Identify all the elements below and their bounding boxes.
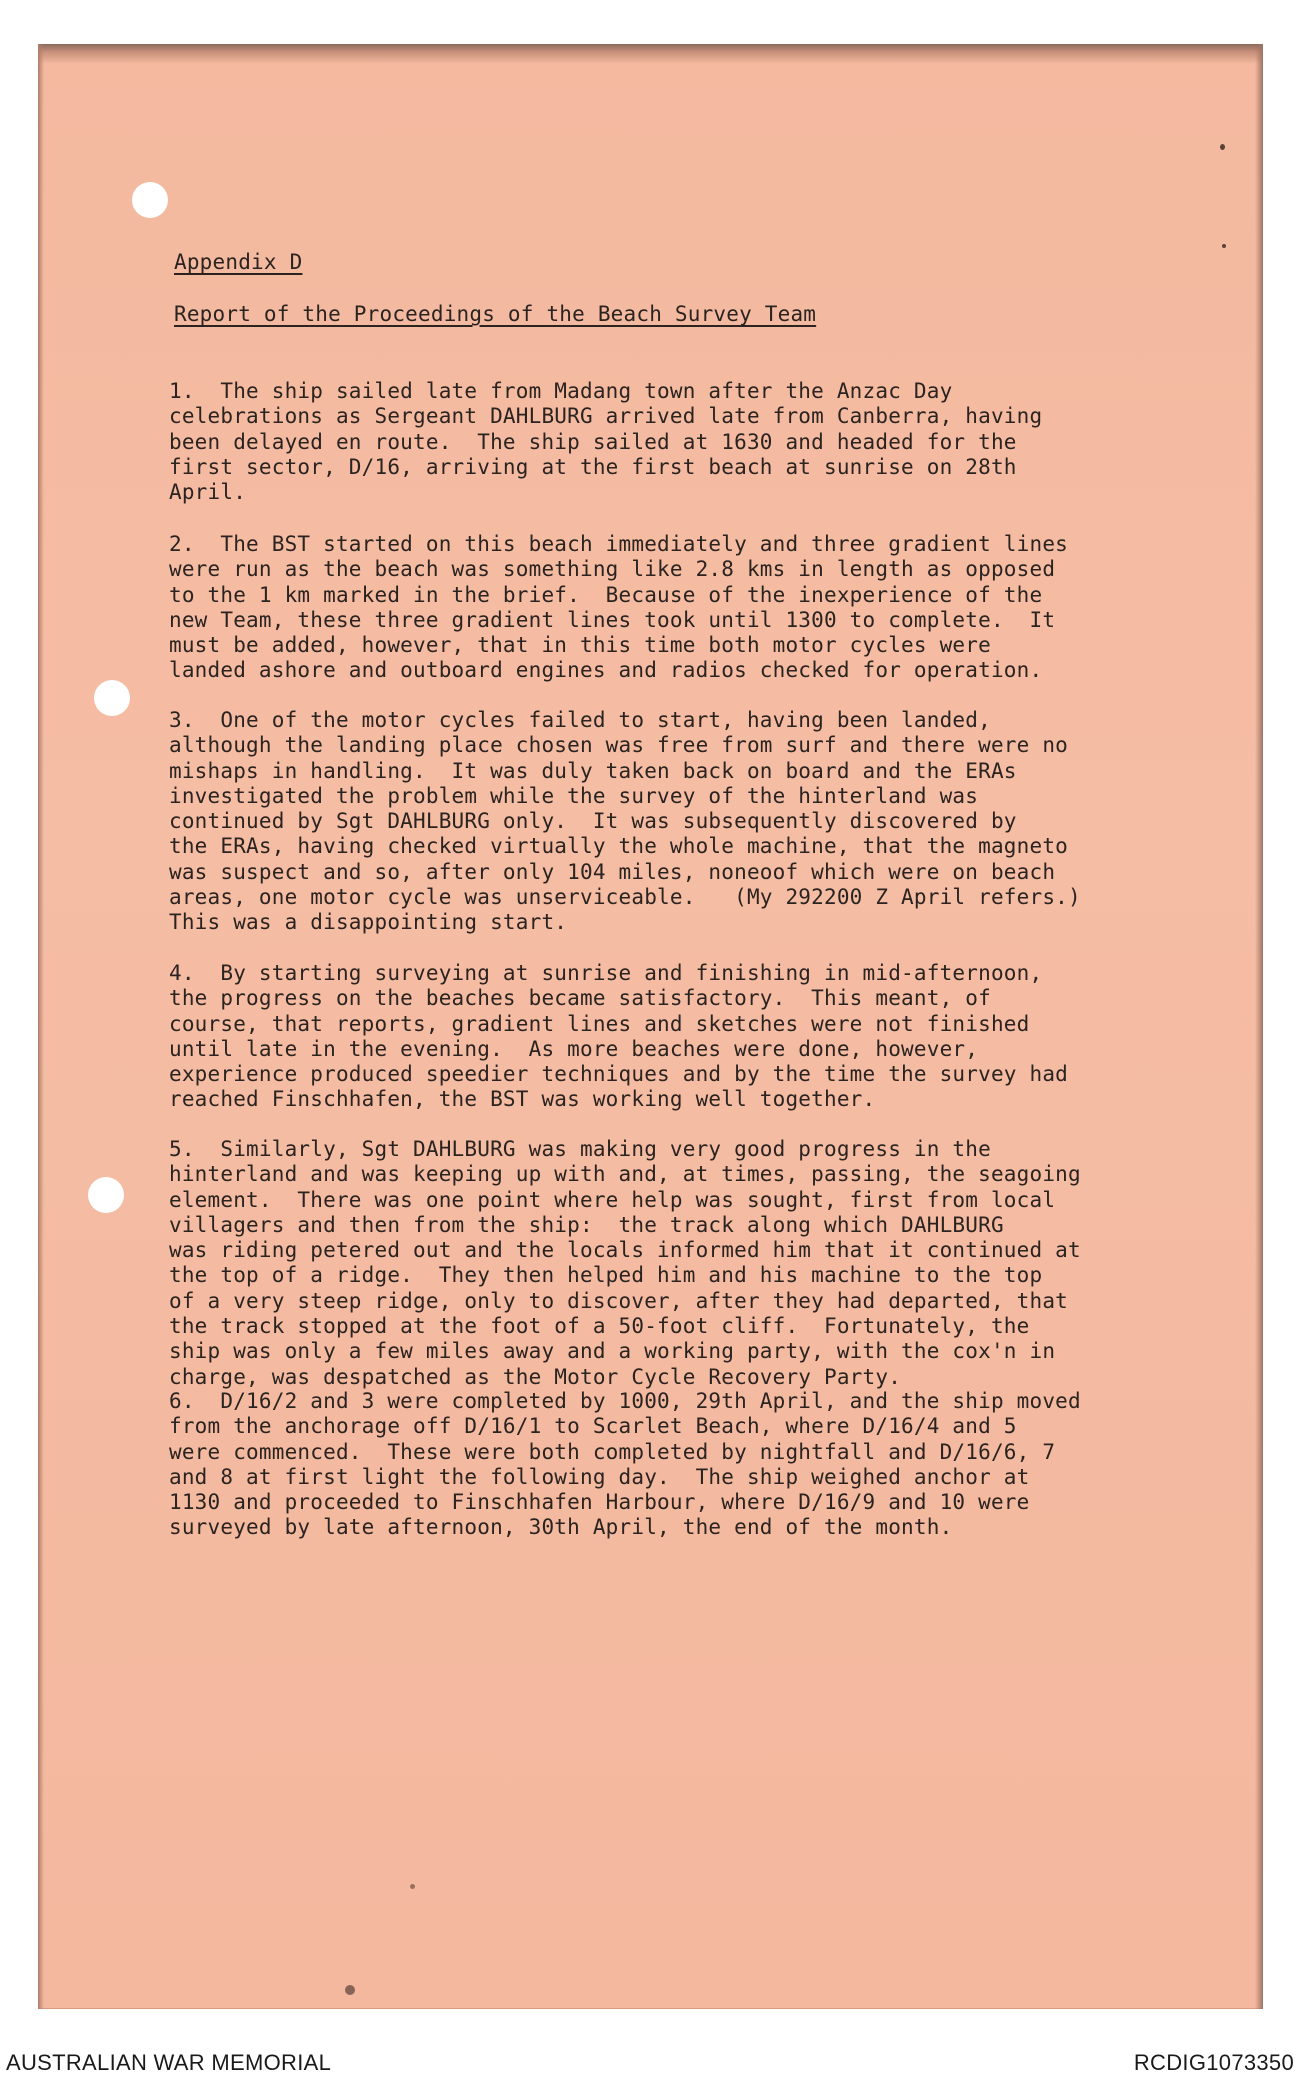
paragraph-5: 5. Similarly, Sgt DAHLBURG was making very good progress in the hinterland and was keeping up with and, at times, passing, the seagoing element. There was one point where help was sought, first from local villagers and then from the ship: the track along which DAHLBURG was riding petered out and the locals informed him that it continued at the top of a ridge. They then helped him and his machine to the top of a very steep ridge, only to discover, after they had departed, that the track stopped at the foot of a 50-foot cliff. Fortunately, the ship was only a few miles away and a working party, with the cox'n in charge, was despatched as the Motor Cycle Recovery Party. xyxy=(169,1137,1081,1389)
paragraph-6: 6. D/16/2 and 3 were completed by 1000, 29th April, and the ship moved from the anchorage off D/16/1 to Scarlet Beach, where D/16/4 and 5 were commenced. These were both completed by nightfall and D/16/6, 7 and 8 at first light the following day. The ship weighed anchor at 1130 and proceeded to Finschhafen Harbour, where D/16/9 and 10 were surveyed by late afternoon, 30th April, the end of the month. xyxy=(169,1389,1081,1540)
report-title: Report of the Proceedings of the Beach Survey Team xyxy=(174,302,817,326)
ink-speck xyxy=(345,1985,355,1995)
paragraph-1: 1. The ship sailed late from Madang town after the Anzac Day celebrations as Sergeant DAHLBURG arrived late from Canberra, having been delayed en route. The ship sailed at 1630 and headed for the first sector, D/16, arriving at the first beach at sunrise on 28th April. xyxy=(169,379,1043,505)
punch-hole xyxy=(88,1177,124,1213)
paper-right-edge xyxy=(1255,44,1263,2009)
appendix-heading: Appendix D xyxy=(174,250,303,274)
punch-hole xyxy=(94,680,130,716)
punch-hole xyxy=(132,182,168,218)
paragraph-2: 2. The BST started on this beach immediately and three gradient lines were run as the beach was something like 2.8 kms in length as opposed to the 1 km marked in the brief. Because of the inexperience of the new Team, these three gradient lines took until 1300 to complete. It must be added, however, that in this time both motor cycles were landed ashore and outboard engines and radios checked for operation. xyxy=(169,532,1069,683)
archive-reference: RCDIG1073350 xyxy=(1133,2050,1294,2075)
paper-top-edge xyxy=(38,44,1263,64)
ink-speck xyxy=(410,1884,415,1889)
paper-left-edge xyxy=(38,44,44,2009)
ink-speck xyxy=(1220,144,1225,150)
paragraph-3: 3. One of the motor cycles failed to start, having been landed, although the landing place chosen was free from surf and there were no mishaps in handling. It was duly taken back on board and the ERAs investigated the problem while the survey of the hinterland was continued by Sgt DAHLBURG only. It was subsequently discovered by the ERAs, having checked virtually the whole machine, that the magneto was suspect and so, after only 104 miles, noneoof which were on beach areas, one motor cycle was unserviceable. (My 292200 Z April refers.) This was a disappointing start. xyxy=(169,708,1081,935)
paragraph-4: 4. By starting surveying at sunrise and finishing in mid-afternoon, the progress on the beaches became satisfactory. This meant, of course, that reports, gradient lines and sketches were not finished until late in the evening. As more beaches were done, however, experience produced speedier techniques and by the time the survey had reached Finschhafen, the BST was working well together. xyxy=(169,961,1069,1112)
ink-speck xyxy=(1222,244,1226,248)
paper-sheet xyxy=(38,44,1263,2009)
archive-credit: AUSTRALIAN WAR MEMORIAL xyxy=(6,2050,332,2075)
